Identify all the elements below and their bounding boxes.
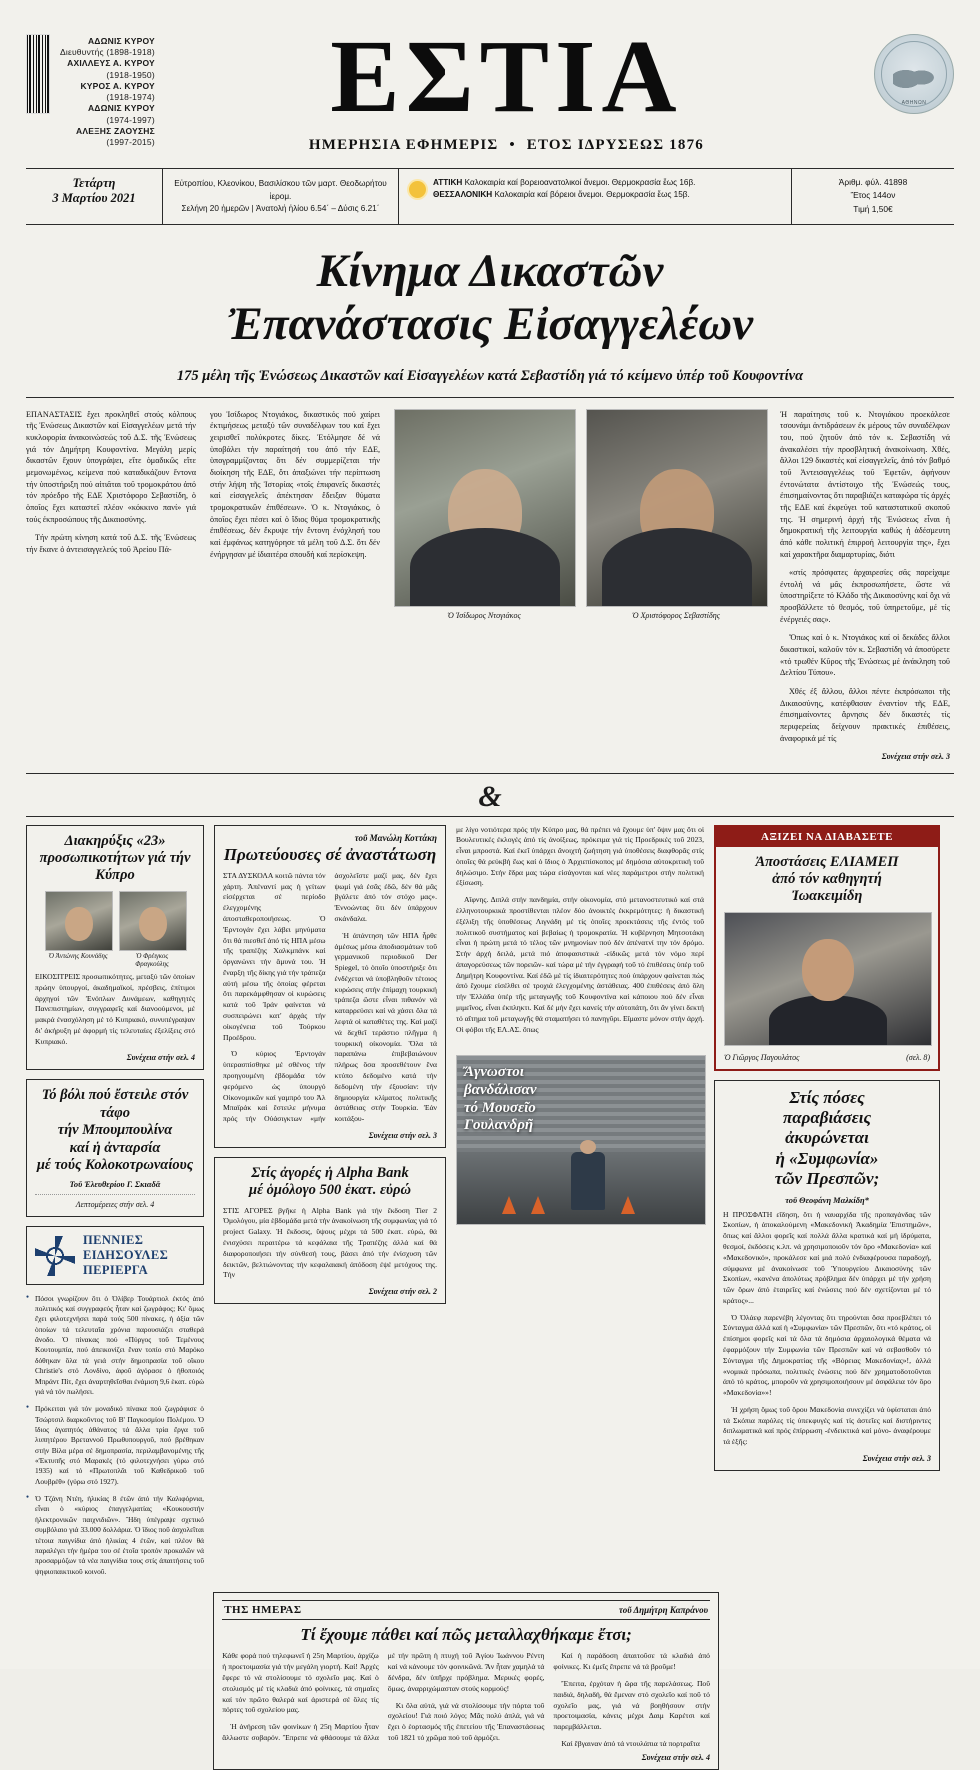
article-kottakis-continued — [456, 825, 704, 1042]
date-block — [26, 169, 163, 224]
grid-column-1 — [26, 825, 204, 1585]
paragraph: Κάθε φορά πού τηλεφωνεῖ ἡ 25η Μαρτίου, ἀρχίζω ἡ προετοιμασία γιά τήν μεγάλη γιορτή. Καί! Ἀρχές ἔφερε τό νά στολίσουμε τό σχολεῖο μας. Καί ὁ στολισμός μέ τίς κλαδιά ἀπό φοίνικες, τά σημαῖες καί τόν πρῶτο θαλερά καί ἀριστερά σέ ὅλες τίς πόρτες τοῦ σχολείου μας. — [222, 1651, 379, 1715]
pennies-title-line-3: ΠΕΡΙΕΡΓΑ — [83, 1262, 149, 1277]
article-title-line-1: Τό βόλι πού ἔστειλε στόν τάφο — [41, 1087, 189, 1121]
saints-line-1: Εὐτροπίου, Κλεονίκου, Βασιλίσκου τῶν μαρτ. Θεοδωρήτου ἱερομ. — [174, 178, 387, 201]
photo-block-2 — [586, 409, 766, 763]
paragraph: ΕΠΑΝΑΣΤΑΣΙΣ ἔχει προκληθεῖ στούς κόλπους τῆς Ἑνώσεως Δικαστῶν καί Εἰσαγγελέων μετά τήν κυκλοφορία ἀνακοινώσεώς τοῦ Δ.Σ. τῆς Ἑνώσεως γιά τόν Δημήτρη Κουφοντίνα. Μεγάλη μερίς δικαστῶν ἔχουν ὑπογράψει, εἴτε ὁμαδικῶς εἴτε μεμονωμένως, κείμενα πού καταδικάζουν ἔντονα τήν ὑποστήριξη πού αἰτιᾶται τοῦ τρομοκράτου ἀπό τόν πρόεδρο τῆς ΕΔΕ Χριστόφορο Σεβαστίδη, ὁ ὁποῖος ἔχει καταστεῖ πλέον «κόκκινο πανί» γιά τούς ἐκπροσώπους τῆς Δικαιοσύνης. — [26, 409, 196, 524]
article-body — [222, 1651, 710, 1749]
photo-caption: Ὁ Χριστόφορος Σεβαστίδης — [632, 610, 720, 620]
lead-headline-line-1: Κίνημα Δικαστῶν — [316, 244, 664, 297]
top-story-photos — [394, 409, 766, 763]
article-title: Πρωτεύουσες σέ ἀναστάτωση — [223, 844, 437, 864]
paragraph: ΕΙΚΟΣΙΤΡΕΙΣ προσωπικότητες, μεταξύ τῶν ὁποίων πρώην ὑπουργοί, ἀκαδημαϊκοί, πρέσβεις, ἐπίτιμοι ἀρχηγοί τῶν Ἐνόπλων Δυνάμεων, καθηγητές Πανεπιστημίων, συγγραφεῖς καί διανοούμενοι, μέ μακρά ἐνασχόληση μέ τό Κυπριακό, συνυπέγραψαν δι' ἀκήρυξη μέ ἀφορμή τίς τελευταίες ἐξελίξεις στό Κυπριακό. — [35, 971, 195, 1046]
grid-column-4 — [714, 825, 940, 1585]
article-photos — [35, 891, 195, 969]
paragraph: Ὅπως καί ὁ κ. Ντογιάκος καί οἱ δεκάδες ἄλλοι δικαστικοί, καλοῦν τόν κ. Σεβαστίδη νά ἀποσύρετε «τό τρωθέν Κῦρος τῆς Ἑνώσεως μέ ἀνάκληση τοῦ Δελτίου Τύπου». — [780, 633, 950, 678]
article-of-the-day[interactable] — [213, 1592, 719, 1770]
issue-block — [792, 169, 954, 224]
photo-torso — [769, 995, 887, 1045]
editor-name: ΑΔΩΝΙΣ ΚΥΡΟΥ — [87, 103, 155, 114]
continuation-note: Λεπτομέρειες στήν σελ. 4 — [75, 1200, 155, 1210]
overlay-line-2: βανδάλισαν — [464, 1082, 537, 1099]
weather-text-thessaloniki: Καλοκαιρία καί βόρειοι ἄνεμοι. Θερμοκρασία ἕως 15β. — [494, 190, 690, 200]
bullet-icon: • — [509, 136, 516, 153]
article-body — [35, 972, 195, 1047]
article-title: Διακηρύξις «23» προσωπικοτήτων γιά τήν Κύπρο — [39, 832, 191, 884]
bottom-spacer-right — [729, 1592, 954, 1770]
photo-torso — [602, 528, 752, 606]
editor-years: (1997-2015) — [106, 136, 155, 147]
saints-line-2: Σελήνη 20 ἡμερῶν | Ἀνατολή ἡλίου 6.54΄ – Δύσις 6.21΄ — [181, 204, 380, 214]
pennies-title — [83, 1233, 168, 1277]
continuation-note: Συνέχεια στήν σελ. 4 — [641, 1752, 711, 1762]
overlay-line-4: Γουλανδρῆ — [464, 1117, 534, 1134]
pennies-header — [26, 1226, 204, 1284]
photo-cone — [621, 1196, 635, 1214]
masthead-subtitle — [155, 137, 858, 154]
issue-year: Ἔτος 144ον — [850, 190, 896, 201]
paragraph: Ἡ παραίτησις τοῦ κ. Ντογιάκου προεκάλεσε τσουνάμι ἀντιδράσεων ἐκ μέρους τῶν συναδέλφων του, πού ζητοῦν ἀπό τόν κ. Σεβαστίδη νά ἀνακαλέσει τήν προσβλητική ἀνακοίνωση. Χθές, ἄλλοι 129 δικαστές καί εἰσαγγελεῖς, ἀπό τόν βαθμό τοῦ Ἀντεισαγγελέως τοῦ Ἐφετῶν, ἀφήνουν ἐντονώτατα ἀντίστοιχο τῆς Ἑνώσεώς τους, ἐπισημαίνοντας ὅτι παραβιάζει καταφώρα τίς ἀρχές τῆς ΕΔΕ καί ἐκφεύγει τοῦ καταστατικοῦ σκοποῦ της. Ἡ σημερινή ἀρχή τῆς Ἑνώσεως εἶναι ἡ δημοκρατική τῆς λειτουργία καθώς ἡ ἀδέσμευτη ἀπό κάθε πολιτική ἐπιρροή λειτουργία της», ἔχει καί χαρακτῆρα διαμαρτυρίας, διότι — [780, 409, 950, 559]
newspaper-logo: ΕΣΤΙΑ — [330, 19, 683, 134]
article-title — [723, 1088, 931, 1190]
pennies-title-line-1: ΠΕΝΝΙΕΣ — [83, 1233, 144, 1248]
lead-subtitle: 175 μέλη τῆς Ἑνώσεως Δικαστῶν καί Εἰσαγγελέων κατά Σεβαστίδη γιά τό κείμενο ὑπέρ τοῦ Κουφοντίνα — [176, 367, 804, 384]
article-body — [723, 1210, 931, 1448]
article-body — [223, 1206, 437, 1281]
issue-price: Τιμή 1,50€ — [853, 204, 893, 215]
article-byline: Τοῦ Ἐλευθερίου Γ. Σκιαδᾶ — [69, 1180, 161, 1190]
paragraph: ΣΤΙΣ ΑΓΟΡΕΣ βγῆκε ἡ Alpha Bank γιά τήν ἔκδοση Tier 2 Ὁμολόγου, μία ἑβδομάδα μετά τήν ἀνακοίνωση τῆς συμφωνίας γιά τό project Galaxy. Ἡ ἔκδοσις, ὕψους μέχρι τά 500 ἑκατ. εὐρώ, θά ἐνισχύσει περαιτέρω τά κεφάλαια τῆς Τραπέζης ἀλλά καί θά διαφοροποιήσει τήν σύνθεσή τους, βάσει ἀπό τήν ἐνίσχυση τῶν δεικτῶν, βελτιώνοντας τήν κεφαλαιακή ἀπόδοση ἐψέ μετόχους της. Τήν — [223, 1205, 437, 1280]
masthead-subtitle-right: ΕΤΟΣ ΙΔΡΥΣΕΩΣ 1876 — [526, 136, 704, 153]
editor-name: ΑΛΕΞΗΣ ΖΑΟΥΣΗΣ — [76, 125, 155, 136]
top-story-column-1 — [26, 409, 196, 763]
paragraph: Κι ὅλα αὐτά, γιά νά στολίσουμε τήν πόρτα τοῦ σχολείου! Γιά ποιό λόγο; Μᾶς πολύ ἁπλά, γιά νά ἔχει ὁ ἑορτασμός τῆς ἐπετείου τῆς Ἐπαναστάσεως τοῦ 1821 τό χρῶμα πού τοῦ ἁρμόζει. — [387, 1700, 545, 1742]
article-title-line-1: Στίς ἀγορές ἡ Alpha Bank — [251, 1164, 409, 1181]
masthead — [26, 0, 954, 154]
article-title-line-2: ἀπό τόν καθηγητή — [772, 870, 882, 887]
grid-column-2 — [214, 825, 446, 1585]
article-title-line-1: Ἀποστάσεις ΕΛΙΑΜΕΠ — [755, 853, 899, 870]
article-cyprus[interactable] — [26, 825, 204, 1071]
article-title-line-2: τήν Μπουμπουλίνα — [57, 1122, 173, 1139]
day-label: Τετάρτη — [72, 175, 116, 190]
article-museum[interactable] — [456, 1050, 704, 1225]
masthead-subtitle-left: ΗΜΕΡΗΣΙΑ ΕΦΗΜΕΡΙΣ — [308, 136, 499, 153]
photo-caption: Ὁ Γιῶργος Παγουλάτος — [724, 1052, 800, 1062]
paragraph: Καί ἡ παράδοση ἀπαιτοῦσε τά κλαδιά ἀπό φοίνικες. Κι ἐμεῖς ἔπρεπε νά τά βροῦμε! — [553, 1651, 710, 1672]
seal-icon — [874, 34, 954, 114]
photo-caption: Ὁ Ἀντώνης Κουνάδης — [48, 952, 108, 960]
info-bar — [26, 168, 954, 225]
masthead-center — [155, 19, 858, 154]
editor-name: ΑΔΩΝΙΣ ΚΥΡΟΥ — [87, 36, 155, 46]
grid-column-3 — [456, 825, 704, 1585]
article-body-continued — [456, 825, 704, 1036]
editors-list — [60, 34, 155, 148]
editor-years: Διευθυντής (1898-1918) — [60, 47, 155, 58]
bottom-section — [26, 1584, 954, 1770]
page-reference: (σελ. 8) — [906, 1052, 930, 1062]
article-title-line-3: Ἰωακειμίδη — [791, 888, 863, 905]
issue-number: Ἀριθμ. φύλ. 41898 — [838, 176, 908, 187]
editor-years: (1918-1950) — [106, 69, 155, 80]
seal-label: ΑΘΗΝΩΝ — [901, 100, 927, 106]
continuation-note: Συνέχεια στήν σελ. 3 — [368, 1130, 437, 1140]
bottom-spacer-left — [26, 1592, 203, 1770]
date-label: 3 Μαρτίου 2021 — [52, 190, 136, 205]
paragraph: Ὁ Ὁλάεφ παρενέβη λέγοντας ὅτι τηρούνται ὅσα προεβλέπει τό Σύνταγμα ἀλλά καί ἡ «Συμφωνία» τῶν Πρεσπῶν, ὅτι «τό κράτος, οἱ ἐπίσημοι φορεῖς καί τά ὄλα τά δημόσια ἀρχαιολογικά θέματα νά ἐφαρμόζουν τήν Συμφωνία τῶν Πρεσπῶν καί νά σεβασθοῦν τό Σύνταγμα τῆς Δημοκρατίας τῆς «Βόρειας Μακεδονίας»!, ἀλλά «νομικά πρόσωπα, πολιτικές ἑνώσεις πού δέν χρηματοδοτοῦνται ἀπό τό κράτος, μποροῦν νά χρησιμοποιήσουν μέ ἀσφάλεια τόν ὅρο «Μακεδονία»»! — [723, 1312, 931, 1398]
photo-pagoulatos — [724, 912, 932, 1046]
paragraph: Τήν πρώτη κίνηση κατά τοῦ Δ.Σ. τῆς Ἑνώσεως τήν ἔκανε ὁ ἀντεισαγγελεύς τοῦ Ἀρείου Πά- — [26, 533, 196, 554]
article-eliamep[interactable] — [714, 825, 940, 1071]
section-header — [222, 1600, 710, 1620]
top-story-column-2 — [210, 409, 380, 763]
article-title — [35, 1087, 195, 1174]
photo-cone — [531, 1196, 545, 1214]
list-item: ● Ὁ Τζάνη Ντέη, ἡλικίας 8 ἐτῶν ἀπό τήν Καλιφόρνια, εἶναι ὁ «κύριος ἐπαγγελματίας «Κουκουστήν ἡλεκτρονικῶν παιχνιδιῶν». Ἤδη ὑπέγραψε σχετικό συμβόλαιο γιά 33.000 δολλάρια. Ὁ ἴδιος ποῦ ἀσχολεῖται τέτοια παιγνίδια ἀπό ἡλικίας 4 ἐτῶν, καί πλέον θά παραλέγει τήν ἡμέρα του σέ ἐτοῖα τροπόν προκαλῶν νά προσαρμόζων τά νέα παιγνίδια τους στίς ἀπαιτήσεις τοῦ ψηφιοπαικτικοῦ κοινοῦ. — [26, 1494, 204, 1577]
editor-years: (1974-1997) — [106, 114, 155, 125]
overlay-line-1: Ἄγνωστοι — [464, 1064, 524, 1081]
article-title — [724, 854, 930, 906]
paragraph: Ἔπειτα, ἐρχόταν ἡ ὥρα τῆς παρελάσεως. Ποῦ παιδιά, δηλαδή, θά ἔμεναν στό σχολεῖο καί ποῦ τό σχολεῖο μας, γιά νά βοηθήσουν στήν προετοιμασία, κάνεις μέχρι Δαιμ Καρέτσι καί παρεμβάλλεται. — [553, 1678, 710, 1732]
paragraph: Χθές ἐξ ἄλλου, ἄλλοι πέντε ἐκπρόσωποι τῆς Δικαιοσύνης, κατέφθασαν ἐναντίον τῆς ΕΔΕ, ἐπισημαίνοντες ἄρνησις δέν δικαστές τίς περιφερείας δείχνουν πρακτικές ἐπιθέσεις, ἀναφορικά μέ τίς — [780, 686, 950, 743]
lead-headline — [26, 245, 954, 351]
lead-headline-block — [26, 225, 954, 385]
photo-block-1 — [394, 409, 574, 763]
article-title-line-3: καί ἡ ἀνταρσία — [69, 1139, 161, 1156]
article-title-line-2: παραβιάσεις — [782, 1108, 872, 1128]
weather-region-thessaloniki: ΘΕΣΣΑΛΟΝΙΚΗ — [433, 190, 493, 200]
article-title-line-2: μέ ὁμόλογο 500 ἑκατ. εὐρώ — [249, 1182, 411, 1199]
photo-fragoulis — [119, 891, 187, 951]
masthead-right — [858, 34, 954, 114]
article-title-line-5: τῶν Πρεσπῶν; — [774, 1169, 880, 1189]
photo-kounadis — [45, 891, 113, 951]
paragraph: Ἡ ἀπάντηση τῶν ΗΠΑ ἦρθε ἀμέσως μέσω ἀποδιασμάτων τοῦ γερμανικοῦ περιοδικοῦ Der Spiegel, τό ὁποῖο ὑποστήριξε ὅτι ἐνδέχεται νά ὑποβληθοῦν τέτοιος κυρώσεις στήν ἐπίμαχη τουρκική τράπεζα ὥστε εἶναι πιθανόν νά καταρρεύσει καί νά χάσει ὅλα τά λεφτά οἱ καταθέτες της. Καί μαζί νά δεχθεῖ τεράστιο πλῆγμα ἡ τουρκική οἰκονομία. Ὅλα τά παραπάνω ἐπιβεβαιώνουν πλήρως ὅσα προσεθέτουν ἕνα κτύπο δεδομένο κατά τήν δεδομένη τήν ἐξουσίαν: τήν δημιουργία κλίματος πολιτικῆς ἀστάθειας στήν Τουρκία. Ἐάν κοιτάξου- — [334, 930, 437, 1124]
paragraph: Αἴφνης. Διπλά στήν πανδημία, στήν οἰκονομία, στό μετανοστευτικό καί στά ἑλληνοτουρκικά προστίθενται πλέον δύο ἀνοικτές ἐκκρεμότητες: ἡ δικαστική ἐξέλιξη τῆς ὑποθέσεως Λιγνάδη μέ τίς ὁποῖες προεκτάσεις τῆς ἐντός τοῦ πολιτικοῦ συστήματος καί βεβαίως ἡ τρομοκρατία. Ἡ κυβέρνηση Μητσοτάκη εἶναι ἡ πρώτη μετά τό τέλος τῶν μνημονίων πού δέν ἀπένατνί την τόν δρόμο. Στήν ἀρχή δειλά, μετά πιό ἀποφασιστικά -εἰδικῶς μετά τόν νόμο περί ἀπαγορεύσεως τῶν πορειῶν- καί τώρα μέ τήν ἐγγραφή τοῦ τό ἐπιθέσεις ὑπέρ τοῦ Δημήτρη Κουφοντίνα. Καί ἐδῶ μέ τίς ἰδιαιτερότητες πού ὑπάρχουν φαίνεται πώς ἀπό ἔχουμε εἰσέλθει σέ τροχιά ἐλεγχομένης ἀστάθειας. 400 ἐπιθέσεις ἀπό ὅλη τήν Ἑλλάδα ὑπέρ τῆς μεταγωγῆς τοῦ Κουφοντίνα καί κάποιου πού δέν εἶναι μιμεῖνος, εἶναι ἐκπληκτι. Καί δέ μήν ἔχει κανείς τήν αὐτοπάτη, ὅτι ἄν γίνει δεκτή τό αἴτημα τοῦ μεταγωγῆς θά σταματήσει τό πανηγῦρι. Εἴμαστε μόνον στήν ἀρχή. Οἱ φόβοι τῆς ΕΛ.ΑΣ. ὅπως — [456, 895, 704, 1034]
barcode-icon — [26, 34, 50, 114]
article-alpha-bank[interactable] — [214, 1157, 446, 1304]
main-grid — [26, 816, 954, 1585]
editor-name: ΑΧΙΛΛΕΥΣ Α. ΚΥΡΟΥ — [67, 58, 155, 69]
ampersand-ornament: & — [478, 779, 502, 813]
section-label: ΤΗΣ ΗΜΕΡΑΣ — [224, 1604, 302, 1616]
article-title-line-4: ἡ «Συμφωνία» — [775, 1148, 879, 1168]
overlay-line-3: τό Μουσεῖο — [464, 1099, 536, 1116]
ornament-icon — [35, 1236, 75, 1276]
article-byline: τοῦ Θεοφάνη Μαλκίδη* — [785, 1195, 869, 1205]
photo-cone — [502, 1196, 516, 1214]
masthead-left — [26, 34, 155, 148]
photo-ntogiakos — [394, 409, 576, 607]
continuation-note: Συνέχεια στήν σελ. 3 — [862, 1454, 931, 1464]
paragraph: Η ΠΡΟΣΦΑΤΗ εἴδηση, ὅτι ἡ ναυαρχίδα τῆς προπαγάνδας τῶν Σκοπίων, ἡ ἀποκαλούμενη «Μακεδονική Ἀκαδημία Ἐπιστημῶν», ὅπως καί ἄλλοι φορεῖς καί πολλά ἄλλα κρατικά καί μή ἱδρύματα, θεσμοί, ἐκδόσεις κ.λπ. νά χρησιμοποιοῦν τόν ὅρο «Μακεδονία» καί «Μακεδονικό», προκάλεσε καί μιά πολύ ἐνδιαφέρουσα παραδοχή, σύμφωνα μέ ἀνακοίνωσε τοῦ Ὑπουργείου Δικαιοσύνης τῶν Σκοπίων, «κανένα ἀπολύτως πρόβλημα δέν ὑπάρχει μέ τήν χρήση τῶν ὅρων ἀπό ἑταιρεῖες καί ἑνώσεις πού δέν σχετίζονται μέ τό κράτος»... — [723, 1209, 931, 1305]
recommend-banner: ΑΞΙΖΕΙ ΝΑ ΔΙΑΒΑΣΕΤΕ — [716, 827, 938, 847]
mini-photo-2 — [119, 891, 185, 969]
article-title: Τί ἔχουμε πάθει καί πῶς μεταλλαχθήκαμε ἔτσι; — [300, 1625, 632, 1644]
article-bouboulina[interactable] — [26, 1079, 204, 1217]
paragraph: ΣΤΑ ΔΥΣΚΟΛΑ κοιτῶ πάντα τόν χάρτη. Ἀπέναντί μας ἡ γείτων εἰσέρχεται σέ περίοδο ἐλεγχομένης ἀποσταθεροποιήσεως. Ὁ Ἐρντογάν ἔχει λάβει μηνύματα ὅτι θά πιεσθεῖ ἀπό τίς ΗΠΑ μέσω τῆς τραπέζης Χαλκμπάνκ καί ὀργανώνει τήν ἄμυνά του. Ἡ ἔναρξη τῆς δίκης γιά τήν τράπεζα αὐτή μέσω τῆς ὁποίας φέρεται ὅτι παρεκάμφθησαν οἱ κυρώσεις κατά τοῦ Ἰράν φαίνεται νά συσπειρώνει κατ' ἀρχάς τήν οἰκογένεια τοῦ Τούρκου Προέδρου. — [223, 870, 326, 1042]
photo-person — [571, 1152, 605, 1210]
article-kottakis[interactable] — [214, 825, 446, 1148]
paragraph: Ἡ χρήση ὅμως τοῦ ὅρου Μακεδονία συνεχίζει νά ὑφίσταται ἀπό τά Σκόπια παρόλες τίς ὑπεκφυγές καί τίς ἀστεῖες καί διστήριντες διπλωματικά καί πρός ἐπίρρωση -ἐνδεικτικά καί μόνο- ἀναφέρουμε τά ἑξῆς: — [723, 1404, 931, 1447]
photo-caption: Ὁ Ἰσίδωρος Ντογιάκος — [447, 610, 521, 620]
top-story-column-4 — [780, 409, 950, 763]
photo-overlay-title — [464, 1064, 698, 1135]
paragraph: Ἡ ἀνήρεση τῶν φοινίκων ἡ 25η Μαρτίου ἦταν ἄλλωστε σοβαρόν. Ἔπρεπε νά φθάσουμε τά ἄλλα μέ τήν πρῶτη ἡ πτυχή τοῦ Ἁγίου Ἰωάννου Ρέντη καί νά κάνουμε τόν φοινικῶνά. Ἄν ἦταν χαμηλά τά δένδρα, δέν ὑπῆρχε πρόβλημα. Μερικές φορές, ὅμως, ἀναρριχώμασταν στούς κορμούς! — [222, 1651, 545, 1742]
continuation-note: Συνέχεια στήν σελ. 4 — [126, 1053, 195, 1063]
divider — [35, 1194, 195, 1195]
article-prespes[interactable] — [714, 1080, 940, 1471]
article-title — [223, 1165, 437, 1200]
pennies-title-line-2: ΕΙΔΗΣΟΥΛΕΣ — [83, 1248, 169, 1263]
pennies-items — [26, 1294, 204, 1584]
editor-years: (1918-1974) — [106, 92, 155, 103]
paragraph: Ὁ κύριος Ἐρντογάν ὑπερασπίσθηκε μέ σθένος τήν προηγουμένη ἑβδομάδα τόν φερόμενο ὡς ὑπουργό Οἰκονομικῶν καί γαμπρό του Ἀλ Μπαϊράκ καί ἔστειλε μήνυμα πρός τήν Οὐάσιγκτων «μήν ἀσχολεῖστε μαζί μας, δέν ἔχει ψωμί γιά ἐσᾶς ἐδῶ, δέν θά μᾶς βγάλετε ἀπό τόν στόχο μας». Ἐννοώντας ὅτι δέν ὑπάρχουν σκάνδαλα. — [223, 870, 437, 1124]
photo-museum-vandalism — [456, 1055, 706, 1225]
article-byline: τοῦ Δημήτρη Καπράνου — [618, 1605, 709, 1615]
mini-photo-1 — [45, 891, 111, 969]
photo-caption: Ὁ Φρέιγκος Φραγκούλης — [135, 952, 169, 968]
paragraph: με λίγο νοτιότερα πρός τήν Κύπρο μας, θά πρέπει νά ἔχουμε ὑπ' ὄψιν μας ὅτι οἱ Βουλευτικές ἐκλογές ἀπό τίς ἀνοίξεως, πρόκειμα γιά τίς Προεδρικές τοῦ 2023, εἶναι μπροστά. Καί ἐκεῖ ὑπάρχει ἄνοιχτή ζωήτηση γιά ὑποθέσεις διαφθορᾶς στίς ὁποῖες θά ρεύκβή ἕως καί ὁ ἴδιος ὁ Ἀρχιεπίσκοπος μέ δημόσια αὐτοκριτική τοῦ δηλώσιμο. Στήν ἕδρα μας τώρα εἰσάγονται καί νέες παράμετροι στήν πολιτική ἐξίσωση. — [456, 824, 704, 888]
paragraph: Καί ἔβγαιναν ἀπό τά ντουλάπια τά πορτραῖτα — [561, 1738, 700, 1748]
article-body — [223, 871, 437, 1128]
list-item: ● Πόσοι γνωρίζουν ὅτι ὁ Ὀλίβερ Τουάρτιολ ἐκτός ἀπό πολιτικός καί συγγραφεύς ἦταν καί ζωγράφος; Κι' ὅμως ἔχει φιλοτεχνήσει παρά τούς 500 πίνακες, ἡ ἀξία τῶν ὁποίων τά τελευταῖα χρόνια παρουσιάζει σταθερά ἄνοδο. Ὁ πίνακας πού «Πύργος τοῦ Τεμένους Κουτουμπία, πού ἀπεικονίζει ἕναν τοπίο στό Μαρόκο δόθηκαν ὅλα τά γειά στήν δημοπρασία τοῦ οἴκου Christie's στό Λονδίνο, ἀφοῦ ἀγόρασε ὁ ἠθοποιός Μπράντ Πίτ, ἔχει ἀναρτηθεῖσθαι ἐνάμιση 9,6 ἑκατ. εὐρώ γιά νά τόν πωλήσει. — [26, 1294, 204, 1398]
photo-sevastidis — [586, 409, 768, 607]
continuation-note: Συνέχεια στήν σελ. 3 — [881, 752, 950, 762]
lead-headline-line-2: Ἐπανάστασις Εἰσαγγελέων — [226, 297, 754, 350]
top-story — [26, 398, 954, 774]
sun-icon — [409, 181, 426, 198]
saints-block — [163, 169, 399, 224]
article-title-line-1: Στίς πόσες — [789, 1087, 865, 1107]
paragraph: «στίς πρόσφατες ἀρχαιρεσίες σᾶς παρείχαμε ἐντολή νά μᾶς ἐκπροσωπήσετε, ὥστε νά ὑποστηρίξετε τό Κλάδο τῆς Δικαιοσύνης καί ὄχι νά προσβάλλετε τό θεσμός, τοῦ ὑπηρετοῦμε, μέ τίς ἐνέργειές σας». — [780, 568, 950, 624]
article-title-line-3: ἀκυρώνεται — [785, 1128, 869, 1148]
weather-text-attica: Καλοκαιρία καί βορειοανατολικοί ἄνεμοι. Θερμοκρασία ἕως 16β. — [464, 177, 696, 187]
continuation-note: Συνέχεια στήν σελ. 2 — [368, 1287, 437, 1297]
article-title-line-4: μέ τούς Κολοκοτρωναίους — [36, 1157, 194, 1174]
photo-torso — [410, 528, 560, 606]
paragraph: γου Ἰσίδωρος Ντογιάκος, δικαστικός πού χαίρει ἐκτιμήσεως μεταξύ τῶν συναδέλφων του καί ἔχει χειρισθεῖ πολύκροτες δίκες. Ἐτόλμησε δέ νά ὑποβάλει τήν παραίτησή του ἀπό τήν ΕΔΕ, ὑπογραμμίζοντας ὅτι δέν συμμερίζεται τήν διοίκηση τῆς ΕΔΕ, ὅτι ἀπαξιώνει τήν περίπτωση στήν λήψη τῆς Ἱστορίας «τοῖς ἐπιφανεῖς δικαστές καί εἰσαγγελεῖς ἀπέκτησαν ἔδειξαν θύματα τρομοκρατικῶν ἐπιθέσεων». Ὁ κ. Ντογιάκος, ὁ ὁποῖος ἔχει πέσει καί ὁ ἴδιος θύμα τρομοκρατικῆς ἐπιθέσεως, δέν ἔκρυψε τήν ἔντονη ἐνόχλησή του καί ἐμφάνως κατηγόρησε τά μέλη τοῦ Δ.Σ. ὅτι δέν ἐνήργησαν μέ ἰδιαιτέρα σπουδή καί περίσκεψη. — [210, 409, 380, 559]
seal-figure — [893, 61, 935, 91]
weather-block — [399, 169, 792, 224]
article-byline: τοῦ Μανώλη Κοττάκη — [354, 832, 437, 843]
editor-name: ΚΥΡΟΣ Α. ΚΥΡΟΥ — [80, 80, 155, 91]
list-item: ● Πρόκειται γιά τόν μοναδικό πίνακα πού ζωγράφισε ὁ Τσώρτσιλ διαρκοῦντος τοῦ Β' Παγκοσμίου Πολέμου. Ὁ ἴδιος ἀγαπητός ἀθάνατος τά ἄλλα τρία ἔργα τοῦ λυπητέρου Βρεταννοῦ Πρωθυπουργοῦ, πού βρέθηκαν στήν Βίλα μέρα σέ δημοπρασία, περιλαμβανομένης τῆς «Ἐκτυπῆς στό Μαρακές (τό φιλοτεχνήσει γύρω στό 1935) καί τό «Πρωτοπλᾶι τοῦ Καθεδρικοῦ τοῦ Λουβρέθ» (γύρω στό 1927). — [26, 1404, 204, 1487]
weather-region-attica: ΑΤΤΙΚΗ — [433, 177, 463, 187]
